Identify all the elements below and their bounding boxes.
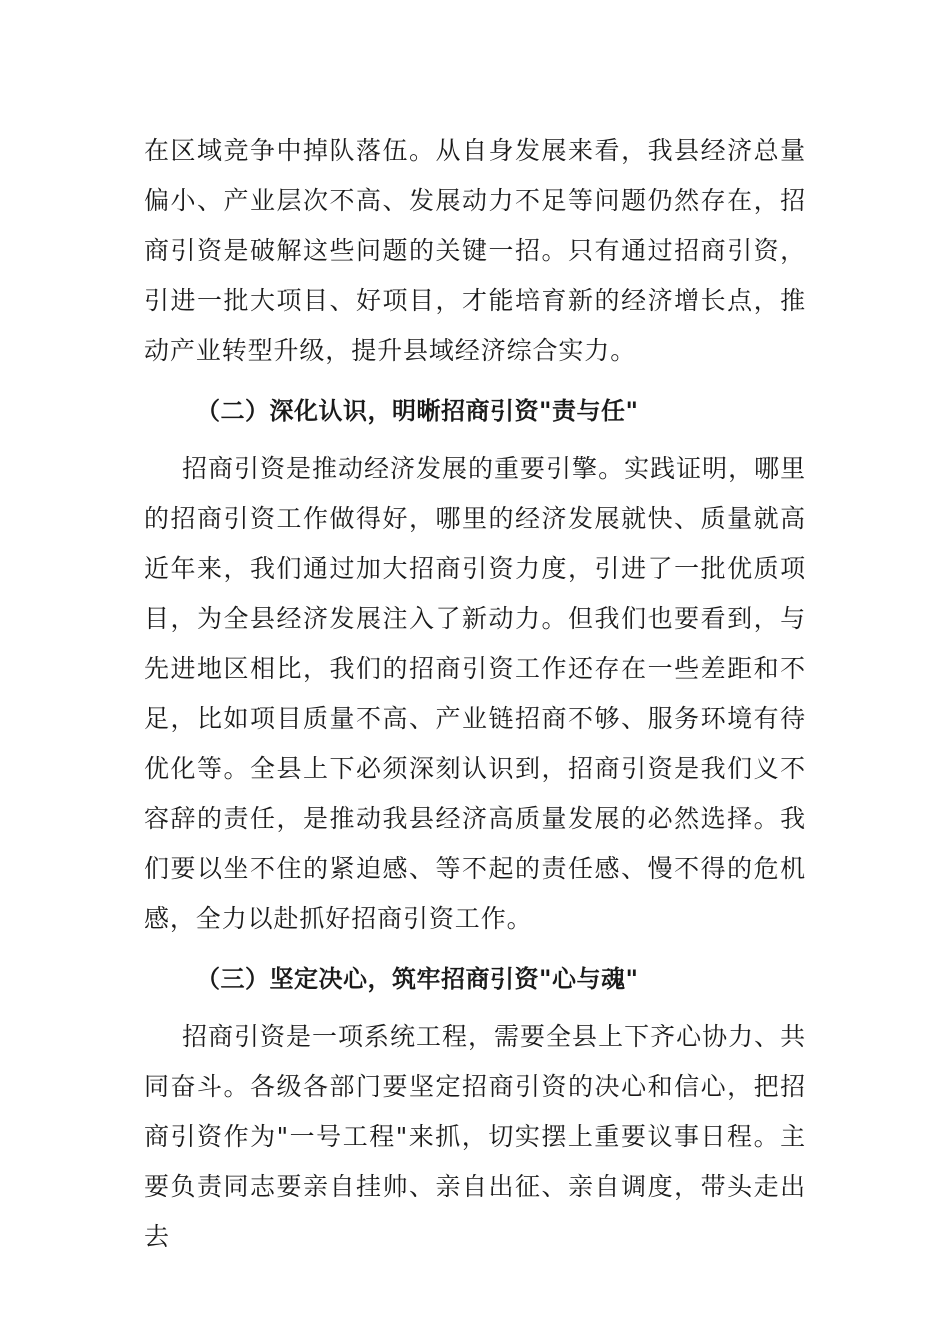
- paragraph-regional-competition: 在区域竞争中掉队落伍。从自身发展来看，我县经济总量偏小、产业层次不高、发展动力不足等问题仍然存在，招商引资是破解这些问题的关键一招。只有通过招商引资，引进一批大项目、好项目，才能培育新的经济增长点，推动产业转型升级，提升县域经济综合实力。: [144, 136, 806, 365]
- paragraph-determination: 招商引资是一项系统工程，需要全县上下齐心协力、共同奋斗。各级各部门要坚定招商引资的决心和信心，把招商引资作为"一号工程"来抓，切实摆上重要议事日程。主要负责同志要亲自挂帅、亲自出征、亲自调度，带头走出去: [144, 1022, 806, 1251]
- spacer: [144, 1004, 806, 1012]
- spacer: [144, 436, 806, 444]
- section-heading-3: （三）坚定决心，筑牢招商引资"心与魂": [196, 965, 639, 993]
- paragraph-responsibility: 招商引资是推动经济发展的重要引擎。实践证明，哪里的招商引资工作做得好，哪里的经济发展就快、质量就高近年来，我们通过加大招商引资力度，引进了一批优质项目，为全县经济发展注入了新动力。但我们也要看到，与先进地区相比，我们的招商引资工作还存在一些差距和不足，比如项目质量不高、产业链招商不够、服务环境有待优化等。全县上下必须深刻认识到，招商引资是我们义不容辞的责任，是推动我县经济高质量发展的必然选择。我们要以坐不住的紧迫感、等不起的责任感、慢不得的危机感，全力以赴抓好招商引资工作。: [144, 454, 806, 933]
- spacer: [144, 376, 806, 386]
- section-heading-2: （二）深化认识，明晰招商引资"责与任": [196, 397, 639, 425]
- document-body: [144, 126, 806, 1262]
- spacer: [144, 944, 806, 954]
